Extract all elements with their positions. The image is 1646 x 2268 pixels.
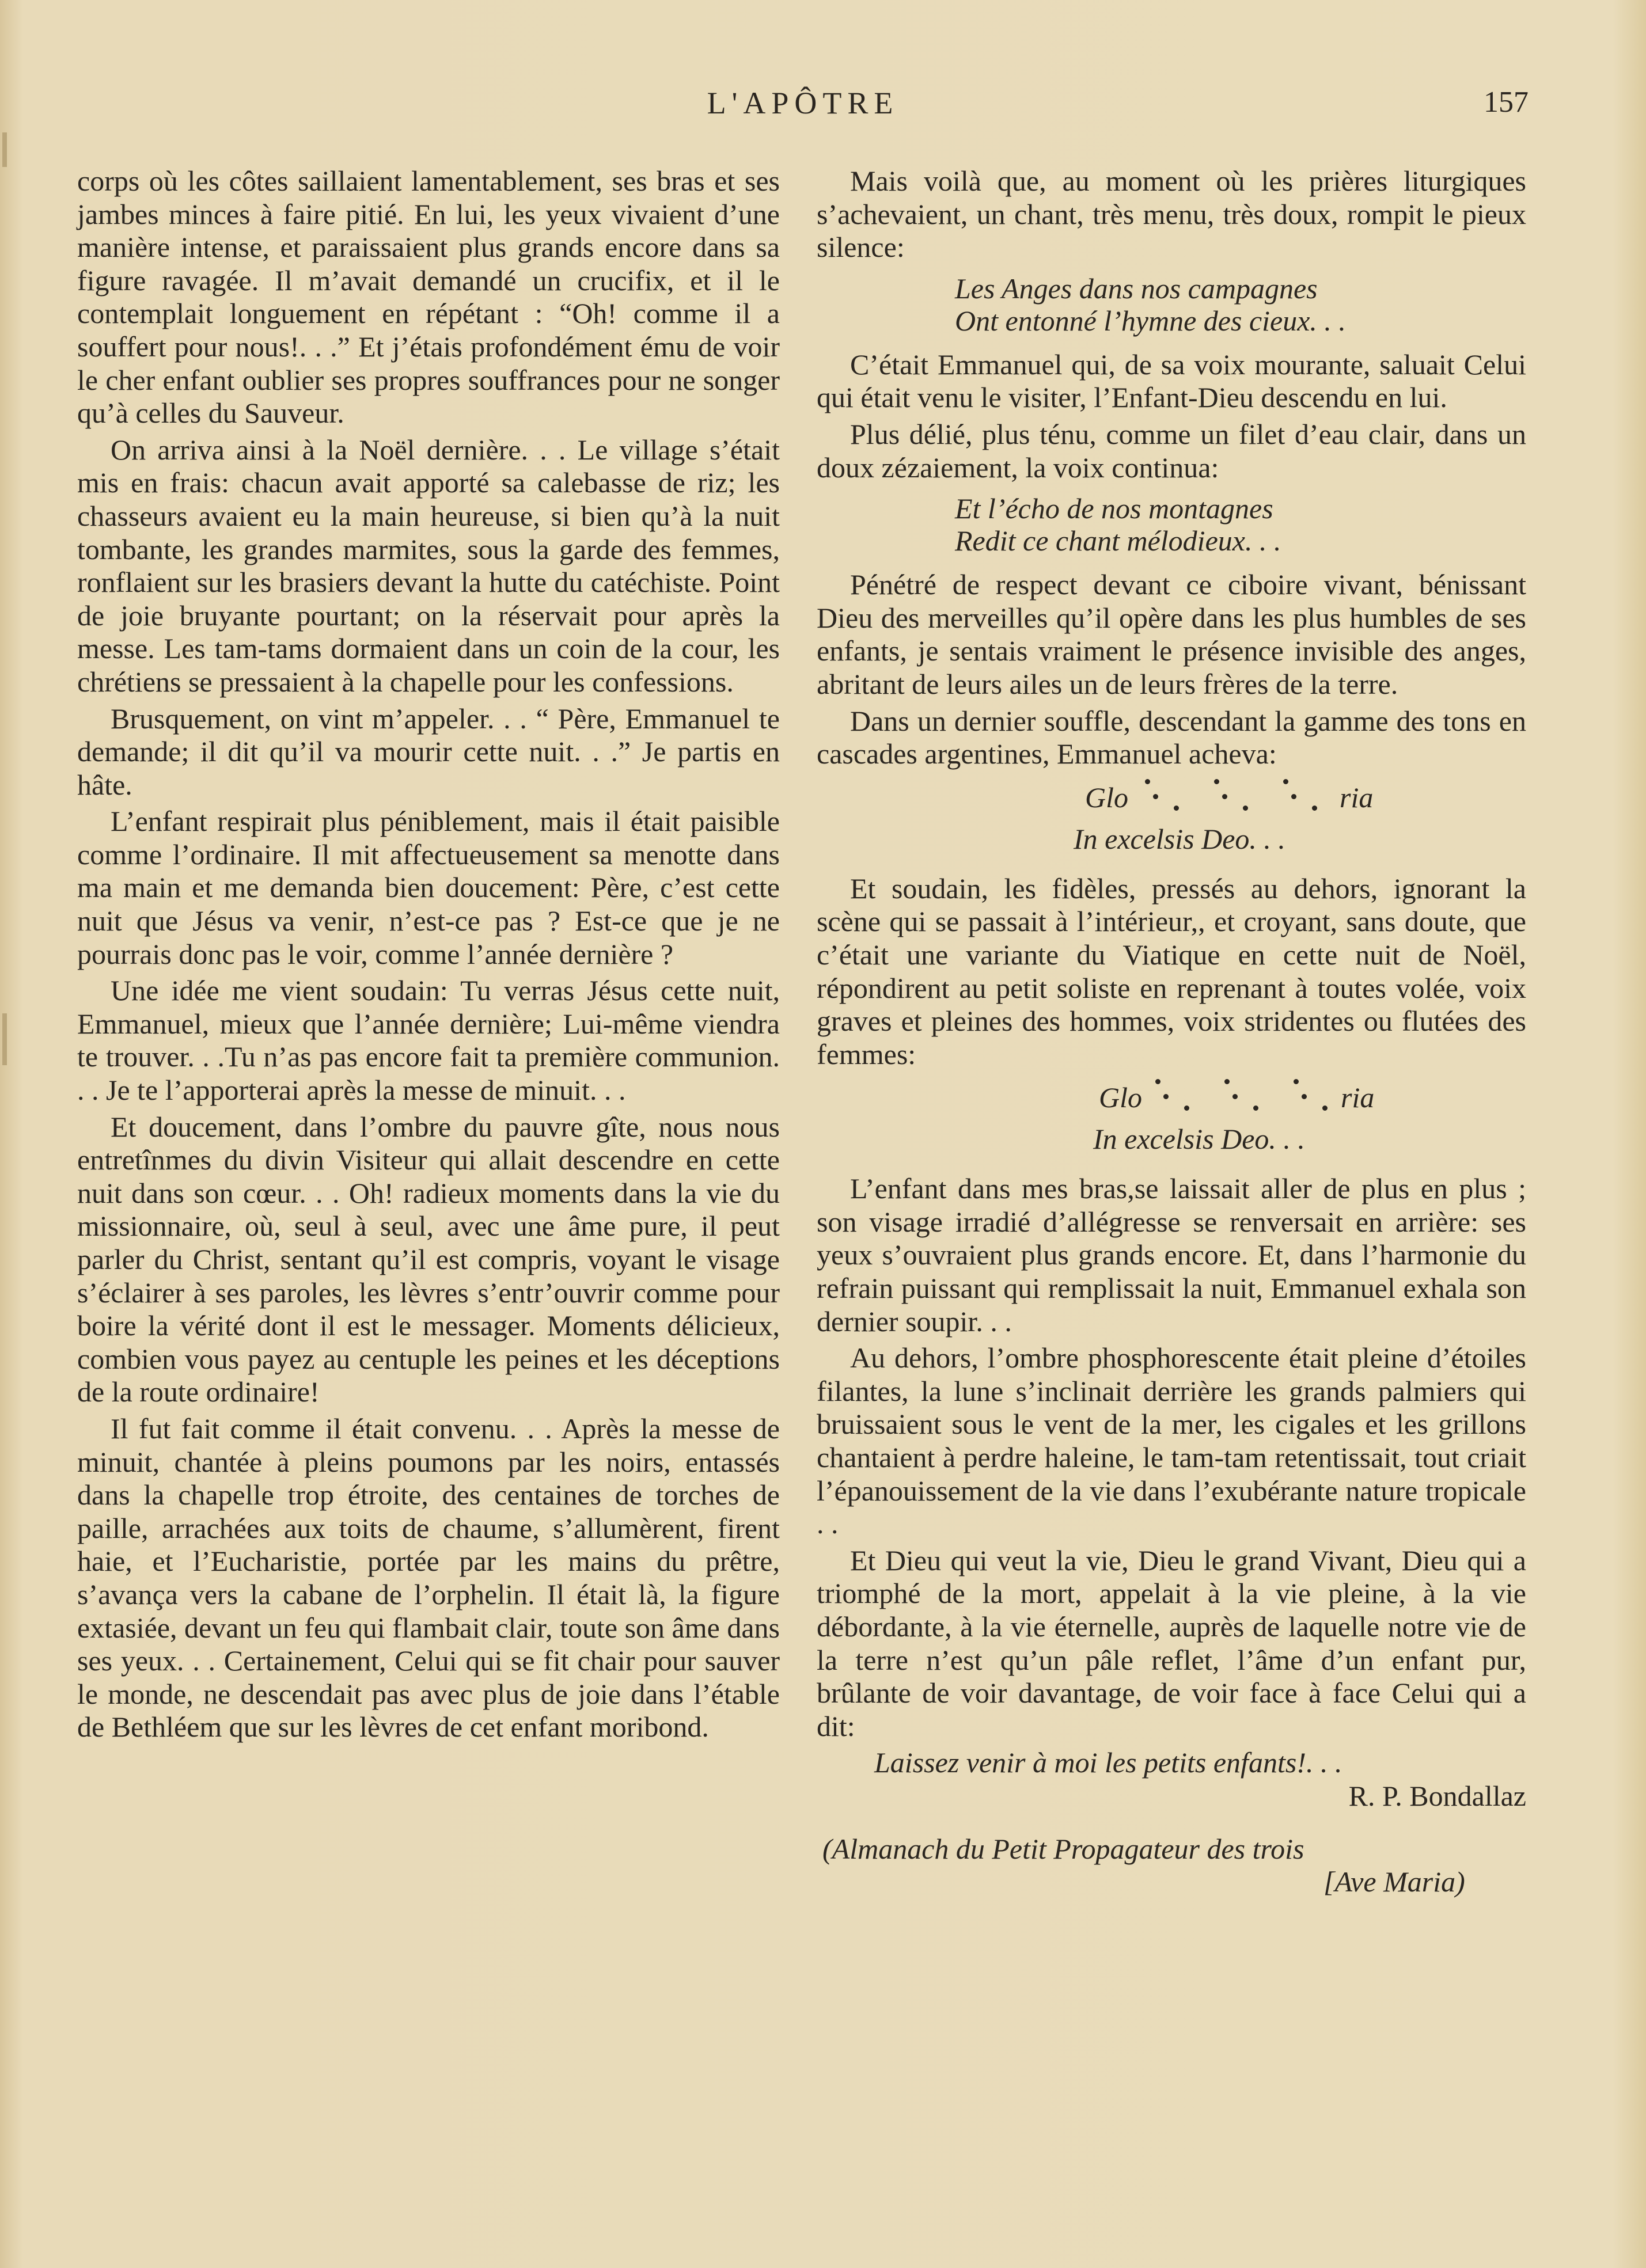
gloria-deo: In excelsis Deo. . . <box>1093 1123 1305 1156</box>
gloria-notation <box>817 776 1526 862</box>
verse-line: Redit ce chant mélodieux. . . <box>955 525 1281 557</box>
author-signature: R. P. Bondallaz <box>1348 1779 1526 1812</box>
margin-mark <box>2 132 7 167</box>
paragraph: Plus délié, plus ténu, comme un filet d’eau clair, dans un doux zézaiement, la voix continua: <box>817 417 1526 484</box>
dot <box>1243 806 1248 811</box>
dot <box>1214 779 1219 784</box>
paragraph: C’était Emmanuel qui, de sa voix mourante, saluait Celui qui était venu le visiter, l’Enfant-Dieu descendu en lui. <box>817 348 1526 414</box>
gloria-deo: In excelsis Deo. . . <box>1074 822 1285 855</box>
dot <box>1294 1079 1299 1084</box>
paragraph: On arriva ainsi à la Noël dernière. . . Le village s’était mis en frais: chacun avait apporté sa calebasse de riz; les chasseurs avaient eu la main heureuse, si bien qu’à la nuit tombante, les grandes marmites, sous la garde des femmes, ronflaient sur les brasiers devant la hutte du catéchiste. Point de joie bruyante pourtant; on la réservait pour après la messe. Les tam-tams dormaient dans un coin de la cour, les chrétiens se pressaient à la chapelle pour les confessions. <box>77 433 780 698</box>
paragraph: Dans un dernier souffle, descendant la gamme des tons en cascades argentines, Emmanuel acheva: <box>817 704 1526 770</box>
right-column <box>817 165 1526 1899</box>
paragraph: Mais voilà que, au moment où les prières liturgiques s’achevaient, un chant, très menu, très doux, rompit le pieux silence: <box>817 165 1526 264</box>
paragraph: Il fut fait comme il était convenu. . . Après la messe de minuit, chantée à pleins poumons par les noirs, entassés dans la chapelle trop étroite, des centaines de torches de paille, arrachées aux toits de chaume, s’allumèrent, firent haie, et l’Eucharistie, portée par les mains du prêtre, s’avança vers la cabane de l’orphelin. Il était là, la figure extasiée, devant un feu qui flambait clair, toute son âme dans ses yeux. . . Certainement, Celui qui se fit chair pour sauver le monde, ne descendait pas avec plus de joie dans l’étable de Bethléem que sur les lèvres de cet enfant moribond. <box>77 1412 780 1743</box>
paragraph: Et doucement, dans l’ombre du pauvre gîte, nous nous entretînmes du divin Visiteur qui allait descendre en cette nuit dans son cœur. . . Oh! radieux moments dans la vie du missionnaire, où, seul à seul, avec une âme pure, il peut parler du Christ, sentant qu’il est compris, voyant le visage s’éclairer à ses paroles, les lèvres s’entr’ouvrir comme pour boire la vérité dont il est le messager. Moments délicieux, combien vous payez au centuple les peines et les déceptions de la route ordinaire! <box>77 1110 780 1408</box>
dot <box>1291 794 1296 799</box>
verse-line: Les Anges dans nos campagnes <box>955 272 1318 305</box>
paragraph: Une idée me vient soudain: Tu verras Jésus cette nuit, Emmanuel, mieux que l’année dernière; Lui-même viendra te trouver. . .Tu n’as pas encore fait ta première communion. . . Je te l’apporterai après la messe de minuit. . . <box>77 974 780 1107</box>
hymn-verse <box>817 492 1526 557</box>
dot <box>1222 794 1227 799</box>
paragraph: Et soudain, les fidèles, pressés au dehors, ignorant la scène qui se passait à l’intérieur,, et croyant, sans doute, que c’était une variante du Viatique en cette nuit de Noël, répondirent au petit soliste en reprenant à toutes volée, voix graves et pleines des hommes, voix stridentes ou flutées des femmes: <box>817 872 1526 1070</box>
paragraph: Brusquement, on vint m’appeler. . . “ Père, Emmanuel te demande; il dit qu’il va mourir cette nuit. . .” Je partis en hâte. <box>77 702 780 801</box>
gloria-glo: Glo <box>1099 1081 1142 1114</box>
dot <box>1283 779 1288 784</box>
dot <box>1145 779 1150 784</box>
source-line: [Ave Maria) <box>1323 1866 1465 1898</box>
paragraph: Pénétré de respect devant ce ciboire vivant, bénissant Dieu des merveilles qu’il opère dans les plus humbles de ses enfants, je sentais vraiment le présence invisible des anges, abritant de leurs ailes un de leurs frères de la terre. <box>817 568 1526 700</box>
dot <box>1312 806 1317 811</box>
gloria-notation <box>817 1076 1526 1162</box>
quotation: Laissez venir à moi les petits enfants!. . . <box>874 1746 1342 1779</box>
page-header <box>77 85 1529 131</box>
verse-line: Ont entonné l’hymne des cieux. . . <box>955 304 1346 337</box>
dot <box>1174 806 1179 811</box>
dot <box>1184 1105 1189 1111</box>
gloria-ria: ria <box>1341 1081 1375 1114</box>
paragraph: L’enfant respirait plus péniblement, mais il était paisible comme l’ordinaire. Il mit affectueusement sa menotte dans ma main et me demanda bien doucement: Père, c’est cette nuit que Jésus va venir, n’est-ce pas ? Est-ce que je ne pourrais donc pas le voir, comme l’année dernière ? <box>77 805 780 970</box>
gloria-glo: Glo <box>1085 781 1128 814</box>
gloria-ria: ria <box>1340 781 1374 814</box>
verse-line: Et l’écho de nos montagnes <box>955 492 1273 525</box>
dot <box>1322 1105 1328 1111</box>
source-line: (Almanach du Petit Propagateur des trois <box>822 1832 1304 1865</box>
left-column <box>77 165 780 1747</box>
margin-mark <box>2 1013 7 1065</box>
melisma-dots <box>1155 1071 1340 1111</box>
dot <box>1302 1094 1307 1099</box>
dot <box>1232 1094 1238 1099</box>
source-citation <box>817 1833 1526 1899</box>
dot <box>1155 1079 1160 1084</box>
paragraph: corps où les côtes saillaient lamentablement, ses bras et ses jambes minces à faire pitié. En lui, les yeux vivaient d’une manière intense, et paraissaient plus grands encore dans sa figure ravagée. Il m’avait demandé un crucifix, et il le contemplait longuement en répétant : “Oh! comme il a souffert pour nous!. . .” Et j’étais profondément ému de voir le cher enfant oublier ses propres souffrances pour ne songer qu’à celles du Sauveur. <box>77 165 780 430</box>
paragraph: L’enfant dans mes bras,se laissait aller de plus en plus ; son visage irradié d’allégresse se renversait en arrière: ses yeux s’ouvraient plus grands encore. Et, dans l’harmonie du refrain puissant qui remplissait la nuit, Emmanuel exhala son dernier soupir. . . <box>817 1172 1526 1338</box>
dot <box>1253 1105 1258 1111</box>
melisma-dots <box>1145 771 1329 811</box>
hymn-verse <box>817 272 1526 337</box>
dot <box>1153 794 1158 799</box>
running-title: L'APÔTRE <box>707 86 899 120</box>
dot <box>1224 1079 1230 1084</box>
paragraph: Et Dieu qui veut la vie, Dieu le grand Vivant, Dieu qui a triomphé de la mort, appelait à la vie pleine, à la vie débordante, à la vie éternelle, auprès de laquelle notre vie de la terre n’est qu’un pâle reflet, l’âme d’un enfant pur, brûlante de voir davantage, de voir face à face Celui qui a dit: <box>817 1544 1526 1742</box>
paragraph: Au dehors, l’ombre phosphorescente était pleine d’étoiles filantes, la lune s’inclinait derrière les grands palmiers qui bruissaient sous le vent de la mer, les cigales et les grillons chantaient à perdre haleine, le tam-tam retentissait, tout criait l’épanouissement de la vie dans l’exubérante nature tropicale . . <box>817 1342 1526 1540</box>
dot <box>1163 1094 1169 1099</box>
page-number: 157 <box>1484 86 1529 119</box>
